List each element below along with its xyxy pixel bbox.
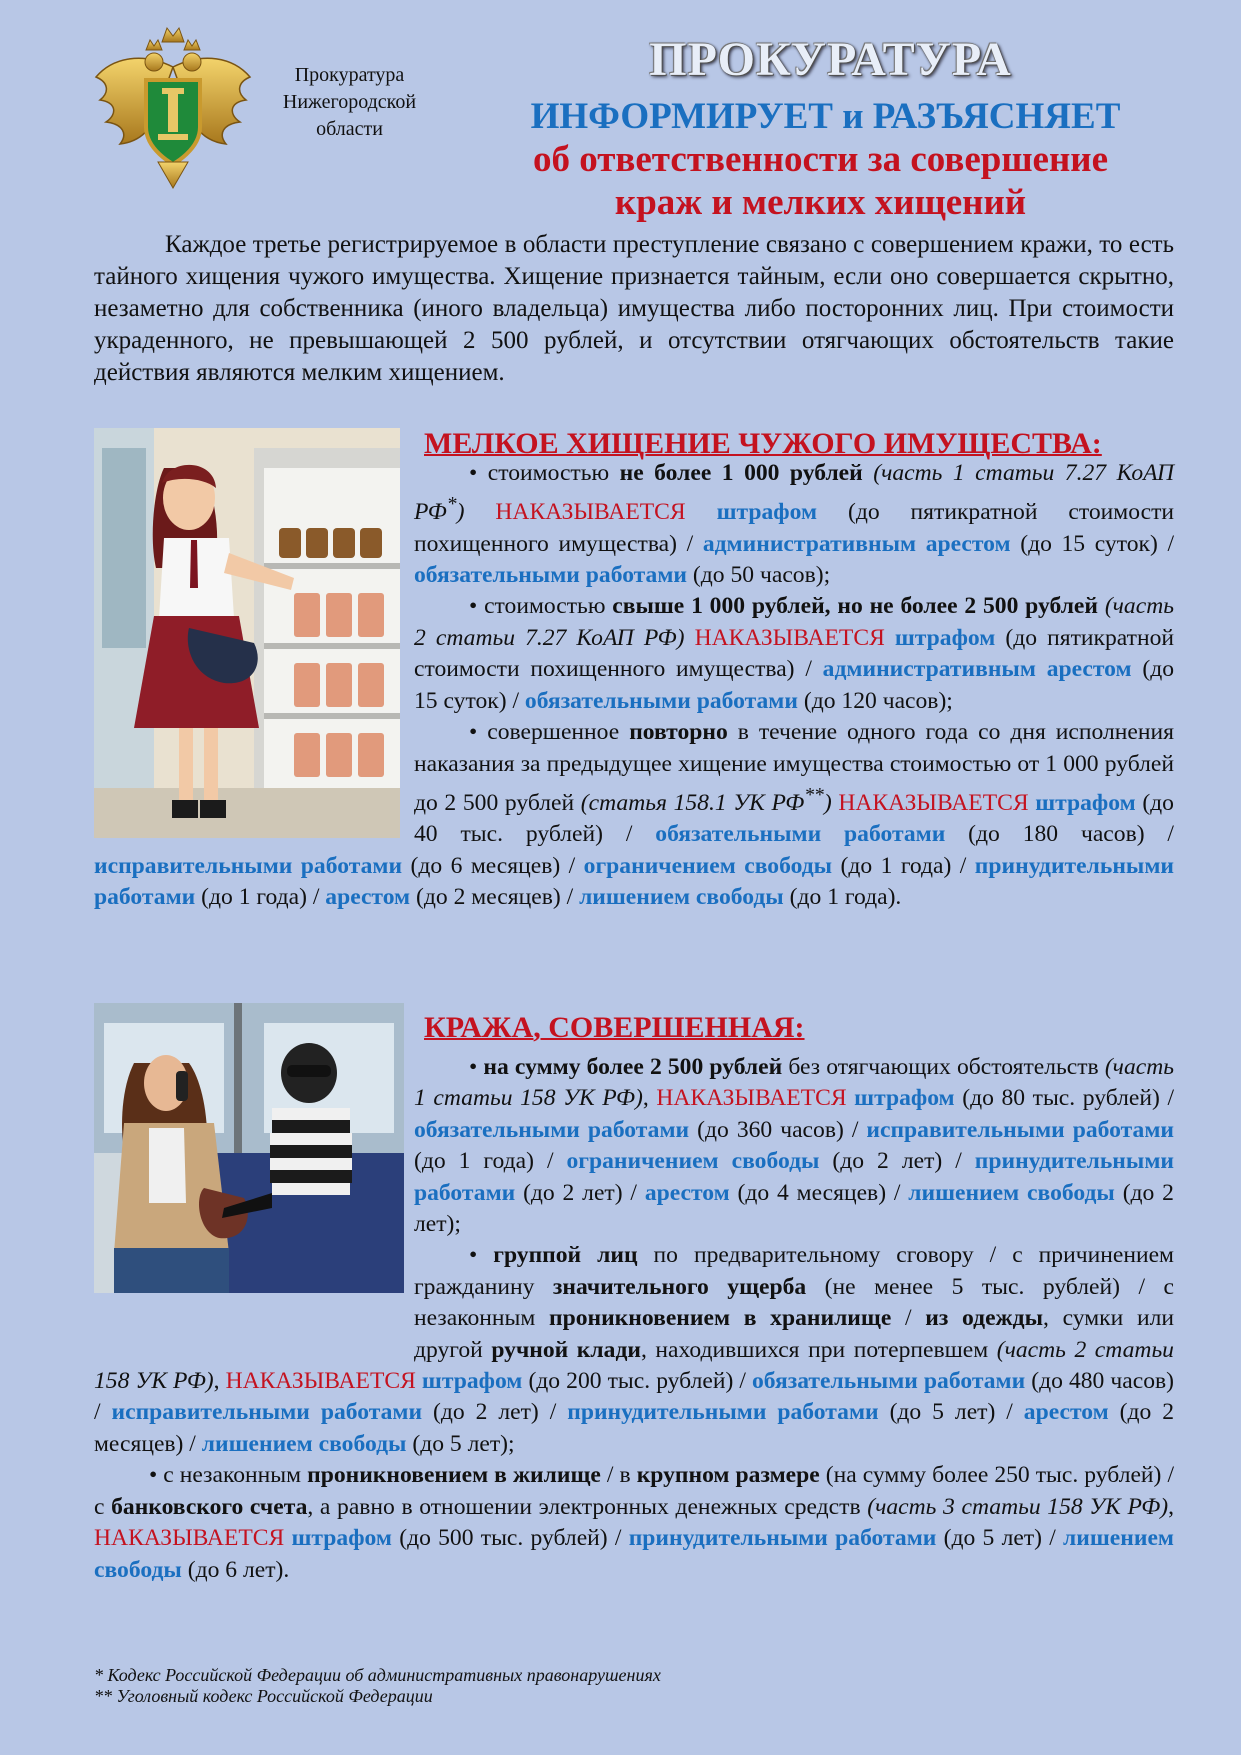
law-reference: (часть 2 статьи 7.27 КоАП РФ) <box>414 593 1174 651</box>
text: (до 6 месяцев) / <box>402 852 584 879</box>
penalty-type: обязательными работами <box>751 1368 1026 1395</box>
footnotes <box>94 1665 661 1707</box>
penalty-type: обязательными работами <box>655 821 946 848</box>
text: (до 40 тыс. рублей) / <box>414 789 1174 848</box>
text: (до 15 суток) / <box>1010 530 1175 557</box>
penalty-label: НАКАЗЫВАЕТСЯ <box>694 624 885 651</box>
text: (до пятикратной стоимости похищенного имущества) / <box>414 499 1175 557</box>
law-reference: (часть 1 статьи 7.27 КоАП РФ <box>414 460 1174 526</box>
bold-text: повторно <box>629 719 728 746</box>
law-reference: ) <box>456 499 465 526</box>
penalty-label: НАКАЗЫВАЕТСЯ <box>838 789 1029 816</box>
text: (до 2 лет) / <box>515 1179 645 1206</box>
text: , сумки или другой <box>414 1305 1174 1363</box>
text: (до 4 месяцев) / <box>729 1179 909 1206</box>
text: (до 2 месяцев) / <box>94 1399 1175 1457</box>
prosecutor-emblem-icon <box>88 22 258 192</box>
footnote: * Кодекс Российской Федерации об административных правонарушениях <box>94 1665 661 1685</box>
text: / <box>891 1305 926 1332</box>
text: (до 80 тыс. рублей) / <box>954 1085 1175 1112</box>
bold-text: свыше 1 000 рублей, но не более 2 500 рублей <box>612 593 1098 620</box>
text: (до 6 лет). <box>181 1556 290 1583</box>
section-heading-theft: КРАЖА, СОВЕРШЕННАЯ: <box>424 1011 805 1044</box>
text: (до 15 суток) / <box>414 656 1175 714</box>
bold-text: на сумму более 2 500 рублей <box>483 1054 783 1080</box>
topic-line: об ответственности за совершение <box>532 139 1109 180</box>
topic-line: краж и мелких хищений <box>614 182 1027 223</box>
penalty-type: исправительными работами <box>94 852 403 879</box>
image-spacer <box>94 458 414 838</box>
text: (на сумму более 250 тыс. рублей) / с <box>94 1462 1175 1520</box>
law-reference: (статья 158.1 УК РФ <box>580 789 805 816</box>
penalty-type: административным арестом <box>822 656 1132 683</box>
penalty-type: штрафом <box>421 1368 523 1395</box>
penalty-type: лишением свободы <box>908 1179 1115 1206</box>
footnote-mark: ** <box>804 783 824 806</box>
penalty-type: лишением свободы <box>579 884 784 910</box>
law-reference: ) <box>823 789 832 816</box>
penalty-type: принудительными работами <box>94 852 1174 910</box>
page-subtitle: ИНФОРМИРУЕТ и РАЗЪЯСНЯЕТ <box>530 96 1121 137</box>
penalty-label: НАКАЗЫВАЕТСЯ <box>656 1085 847 1112</box>
penalty-label: НАКАЗЫВАЕТСЯ <box>495 499 686 526</box>
penalty-type: исправительными работами <box>111 1399 423 1426</box>
bold-text: значительного ущерба <box>552 1273 807 1300</box>
text: без отягчающих обстоятельств <box>782 1054 1105 1080</box>
law-reference: (часть 3 статьи 158 УК РФ) <box>867 1493 1169 1520</box>
footnote-mark: * <box>446 493 457 516</box>
text: (до пятикратной стоимости похищенного имущества) / <box>414 624 1175 683</box>
penalty-type: штрафом <box>1035 789 1136 816</box>
text: (до 1 года) / <box>414 1148 567 1175</box>
text: , а равно в отношении электронных денежных средств <box>307 1493 868 1520</box>
list-item: • группой лиц по предварительному сговору / с причинением гражданину значительного ущерба (не менее 5 тыс. рублей) / с незаконным проникновением в хранилище / из одежды, сумки или другой ручной клади, находившихся при потерпевшем (часть 2 статьи 158 УК РФ), НАКАЗЫВАЕТСЯ штрафом (до 200 тыс. рублей) / обязательными работами (до 480 часов) / исправительными работами (до 2 лет) / принудительными работами (до 5 лет) / арестом (до 2 месяцев) / лишением свободы (до 5 лет); <box>94 1242 1175 1457</box>
penalty-type: штрафом <box>716 499 818 526</box>
penalty-type: лишением свободы <box>94 1525 1174 1583</box>
text: стоимостью <box>487 460 620 486</box>
text: (до 200 тыс. рублей) / <box>522 1368 752 1395</box>
text: (до 5 лет) / <box>878 1399 1024 1426</box>
list-item: • стоимостью не более 1 000 рублей (часть 1 статьи 7.27 КоАП РФ*) НАКАЗЫВАЕТСЯ штрафом (до пятикратной стоимости похищенного имущества) / административным арестом (до 15 суток) / обязательными работами (до 50 часов); <box>414 460 1175 589</box>
text: (до 500 тыс. рублей) / <box>391 1525 629 1552</box>
bold-text: проникновением в хранилище <box>548 1305 892 1332</box>
theft-section <box>94 1052 1174 1586</box>
text: (до 2 месяцев) / <box>410 884 580 910</box>
petty-theft-section <box>94 458 1174 913</box>
bold-text: не более 1 000 рублей <box>619 460 863 486</box>
penalty-type: принудительными работами <box>567 1399 879 1426</box>
penalty-type: арестом <box>1023 1399 1109 1426</box>
text: (до 2 лет); <box>414 1179 1174 1238</box>
law-reference: (часть 1 статьи 158 УК РФ) <box>414 1054 1174 1112</box>
list-item: • с незаконным проникновением в жилище / в крупном размере (на сумму более 250 тыс. рублей) / с банковского счета, а равно в отношении электронных денежных средств (часть 3 статьи 158 УК РФ), НАКАЗЫВАЕТСЯ штрафом (до 500 тыс. рублей) / принудительными работами (до 5 лет) / лишением свободы (до 6 лет). <box>94 1462 1175 1583</box>
penalty-type: исправительными работами <box>866 1116 1174 1143</box>
text: (до 120 часов); <box>797 687 953 714</box>
bold-text: крупном размере <box>636 1462 820 1489</box>
org-line: области <box>316 118 383 140</box>
org-line: Прокуратура <box>294 64 405 86</box>
intro-paragraph: Каждое третье регистрируемое в области преступление связано с совершением кражи, то есть тайного хищения чужого имущества. Хищение признается тайным, если оно совершается скрытно, незаметно для собственника (иного владельца) имущества либо посторонних лиц. При стоимости украденного, не превышающей 2 500 рублей, и отсутствии отягчающих обстоятельств такие действия являются мелким хищением. <box>94 231 1174 386</box>
bold-text: проникновением в жилище <box>307 1462 601 1489</box>
penalty-type: лишением свободы <box>201 1430 407 1457</box>
text: (до 1 года). <box>783 884 902 910</box>
text: (до 2 лет) / <box>422 1399 568 1426</box>
text: стоимостью <box>484 593 613 620</box>
text: (до 5 лет) / <box>936 1525 1064 1552</box>
text: (до 5 лет); <box>406 1430 515 1457</box>
section-heading-petty-theft: МЕЛКОЕ ХИЩЕНИЕ ЧУЖОГО ИМУЩЕСТВА: <box>424 427 1102 460</box>
text: (до 50 часов); <box>687 562 831 589</box>
organization-name <box>262 62 437 143</box>
penalty-type: административным арестом <box>702 530 1011 557</box>
penalty-type: арестом <box>325 884 411 910</box>
text: / в <box>600 1462 637 1489</box>
penalty-label: НАКАЗЫВАЕТСЯ <box>225 1368 416 1395</box>
text: в течение одного года со дня исполнения наказания за предыдущее хищение имущества стоимостью от 1 000 рублей до 2 500 рублей <box>414 719 1174 816</box>
list-item: • стоимостью свыше 1 000 рублей, но не более 2 500 рублей (часть 2 статьи 7.27 КоАП РФ) НАКАЗЫВАЕТСЯ штрафом (до пятикратной стоимости похищенного имущества) / административным арестом (до 15 суток) / обязательными работами (до 120 часов); <box>414 593 1175 714</box>
text: совершенное <box>487 719 630 746</box>
bold-text: ручной клади <box>491 1336 641 1363</box>
text: , находившихся при потерпевшем <box>640 1336 997 1363</box>
penalty-type: обязательными работами <box>414 562 688 589</box>
penalty-type: ограничением свободы <box>583 852 833 879</box>
penalty-type: принудительными работами <box>628 1525 937 1552</box>
footnote: ** Уголовный кодекс Российской Федерации <box>94 1686 433 1706</box>
penalty-type: штрафом <box>291 1525 392 1552</box>
image-spacer <box>94 1052 414 1362</box>
bold-text: из одежды <box>925 1305 1044 1332</box>
penalty-type: ограничением свободы <box>566 1148 820 1175</box>
penalty-type: арестом <box>644 1179 730 1206</box>
penalty-type: штрафом <box>894 624 996 651</box>
org-line: Нижегородской <box>282 91 417 113</box>
text: (до 360 часов) / <box>689 1116 867 1143</box>
text: с незаконным <box>163 1462 308 1489</box>
penalty-type: штрафом <box>854 1085 955 1112</box>
page-title: ПРОКУРАТУРА <box>649 33 1012 86</box>
bold-text: группой лиц <box>493 1242 638 1269</box>
penalty-label: НАКАЗЫВАЕТСЯ <box>94 1525 285 1552</box>
penalty-type: принудительными работами <box>414 1148 1174 1206</box>
text: (не менее 5 тыс. рублей) / с незаконным <box>414 1273 1174 1332</box>
list-item: • совершенное повторно в течение одного года со дня исполнения наказания за предыдущее хищение имущества стоимостью от 1 000 рублей до 2 500 рублей (статья 158.1 УК РФ**) НАКАЗЫВАЕТСЯ штрафом (до 40 тыс. рублей) / обязательными работами (до 180 часов) / исправительными работами (до 6 месяцев) / ограничением свободы (до 1 года) / принудительными работами (до 1 года) / арестом (до 2 месяцев) / лишением свободы (до 1 года). <box>94 719 1174 910</box>
text: (до 2 лет) / <box>819 1148 975 1175</box>
penalty-type: обязательными работами <box>414 1116 690 1143</box>
text: (до 1 года) / <box>832 852 975 879</box>
bold-text: банковского счета <box>111 1493 308 1520</box>
penalty-type: обязательными работами <box>524 687 798 714</box>
list-item: • на сумму более 2 500 рублей без отягчающих обстоятельств (часть 1 статьи 158 УК РФ), НАКАЗЫВАЕТСЯ штрафом (до 80 тыс. рублей) / обязательными работами (до 360 часов) / исправительными работами (до 1 года) / ограничением свободы (до 2 лет) / принудительными работами (до 2 лет) / арестом (до 4 месяцев) / лишением свободы (до 2 лет); <box>414 1054 1175 1238</box>
text: по предварительному сговору / с причинением гражданину <box>414 1242 1174 1300</box>
text: (до 180 часов) / <box>945 821 1174 848</box>
text: (до 480 часов) / <box>94 1368 1174 1426</box>
law-reference: (часть 2 статьи 158 УК РФ) <box>94 1336 1174 1395</box>
text: (до 1 года) / <box>195 884 326 910</box>
page-topic <box>440 138 1201 224</box>
